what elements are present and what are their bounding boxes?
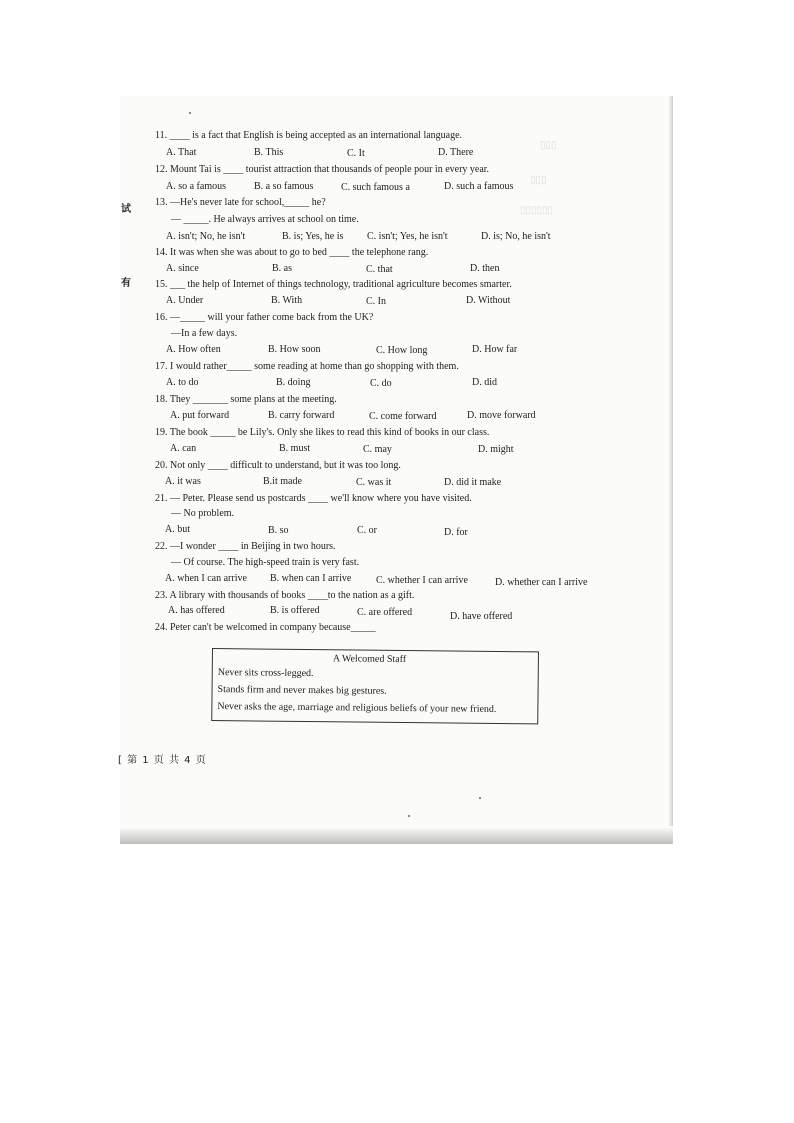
option-d: D. did [472,377,497,388]
option-a: A. Under [166,295,204,306]
option-b: B. a so famous [254,181,314,192]
option-d: D. is; No, he isn't [481,231,551,242]
scan-speck [479,797,481,799]
scan-speck [408,815,410,817]
question-11: 11. ____ is a fact that English is being accepted as an international language. [155,130,463,141]
option-c: C. It [347,148,365,159]
question-20: 20. Not only ____ difficult to understand, but it was too long. [155,460,401,471]
option-c: C. do [370,378,392,389]
option-b: B. doing [276,377,311,388]
question-19: 19. The book _____ be Lily's. Only she likes to read this kind of books in our class. [155,427,490,438]
option-d: D. have offered [450,611,513,622]
option-a: A. That [166,147,197,158]
question-13-reply: — _____. He always arrives at school on time. [171,214,359,225]
option-a: A. to do [166,377,199,388]
question-16-reply: —In a few days. [171,328,238,339]
option-b: B. is offered [270,605,320,616]
option-c: C. such famous a [341,182,410,193]
question-12: 12. Mount Tai is ____ tourist attraction that thousands of people pour in every year. [155,164,490,175]
notice-title: A Welcomed Staff [332,653,407,666]
question-14: 14. It was when she was about to go to bed ____ the telephone rang. [155,247,429,258]
welcomed-staff-notice [211,648,539,724]
option-c: C. are offered [357,607,413,618]
option-d: D. might [478,444,514,455]
option-d: D. There [438,147,474,158]
option-a: A. it was [165,476,201,487]
option-b: B. is; Yes, he is [282,231,344,242]
question-22-reply: — Of course. The high-speed train is very fast. [171,557,360,568]
option-d: D. Without [466,295,511,306]
question-24: 24. Peter can't be welcomed in company because_____ [155,622,376,633]
question-13: 13. —He's never late for school,_____ he? [155,197,326,208]
bleed-through-mark: ▯▯▯ [540,140,557,151]
option-b: B.it made [263,476,302,487]
option-d: D. move forward [467,410,536,421]
scan-speck [189,112,191,114]
option-a: A. How often [166,344,221,355]
margin-mark: 试 [121,204,131,215]
option-b: B. carry forward [268,410,335,421]
question-22: 22. —I wonder ____ in Beijing in two hours. [155,541,336,552]
option-c: C. whether I can arrive [376,575,468,586]
option-c: C. or [357,525,377,536]
option-a: A. when I can arrive [165,573,247,584]
option-b: B. when can I arrive [270,573,352,584]
option-c: C. In [366,296,386,307]
option-b: B. as [272,263,292,274]
question-21-reply: — No problem. [171,508,235,519]
page-edge-shadow [668,96,673,842]
option-d: D. did it make [444,477,502,488]
bleed-through-mark: ▯▯▯▯▯▯ [520,205,554,216]
option-c: C. come forward [369,411,437,422]
margin-mark: 有 [121,278,131,289]
option-d: D. for [444,527,468,538]
option-b: B. This [254,147,284,158]
option-c: C. that [366,264,393,275]
option-a: A. can [170,443,197,454]
page-bottom-edge [120,826,673,844]
question-23: 23. A library with thousands of books ____to the nation as a gift. [155,590,415,601]
option-b: B. must [279,443,311,454]
notice-line: Never sits cross-legged. [217,667,314,680]
option-b: B. How soon [268,344,321,355]
option-b: B. With [271,295,303,306]
question-21: 21. — Peter. Please send us postcards ____ we'll know where you have visited. [155,493,472,504]
option-d: D. How far [472,344,518,355]
question-15: 15. ___ the help of Internet of things technology, traditional agriculture becomes smarter. [155,279,512,290]
option-a: A. but [165,524,190,535]
question-18: 18. They _______ some plans at the meeting. [155,394,337,405]
option-d: D. then [470,263,500,274]
option-a: A. has offered [168,605,225,616]
option-a: A. since [166,263,199,274]
option-d: D. whether can I arrive [495,577,588,588]
option-c: C. was it [356,477,392,488]
option-c: C. may [363,444,392,455]
option-a: A. put forward [170,410,230,421]
page-footer: [ 第 1 页 共 4 页 [118,755,207,766]
option-b: B. so [268,525,289,536]
option-a: A. so a famous [166,181,226,192]
notice-line: Never asks the age, marriage and religious beliefs of your new friend. [217,701,497,715]
notice-line: Stands firm and never makes big gestures. [217,684,387,697]
option-d: D. such a famous [444,181,514,192]
option-c: C. How long [376,345,428,356]
question-17: 17. I would rather_____ some reading at home than go shopping with them. [155,361,459,372]
option-a: A. isn't; No, he isn't [166,231,246,242]
option-c: C. isn't; Yes, he isn't [367,231,448,242]
bleed-through-mark: ▯▯▯ [530,175,547,186]
question-16: 16. —_____ will your father come back from the UK? [155,312,374,323]
